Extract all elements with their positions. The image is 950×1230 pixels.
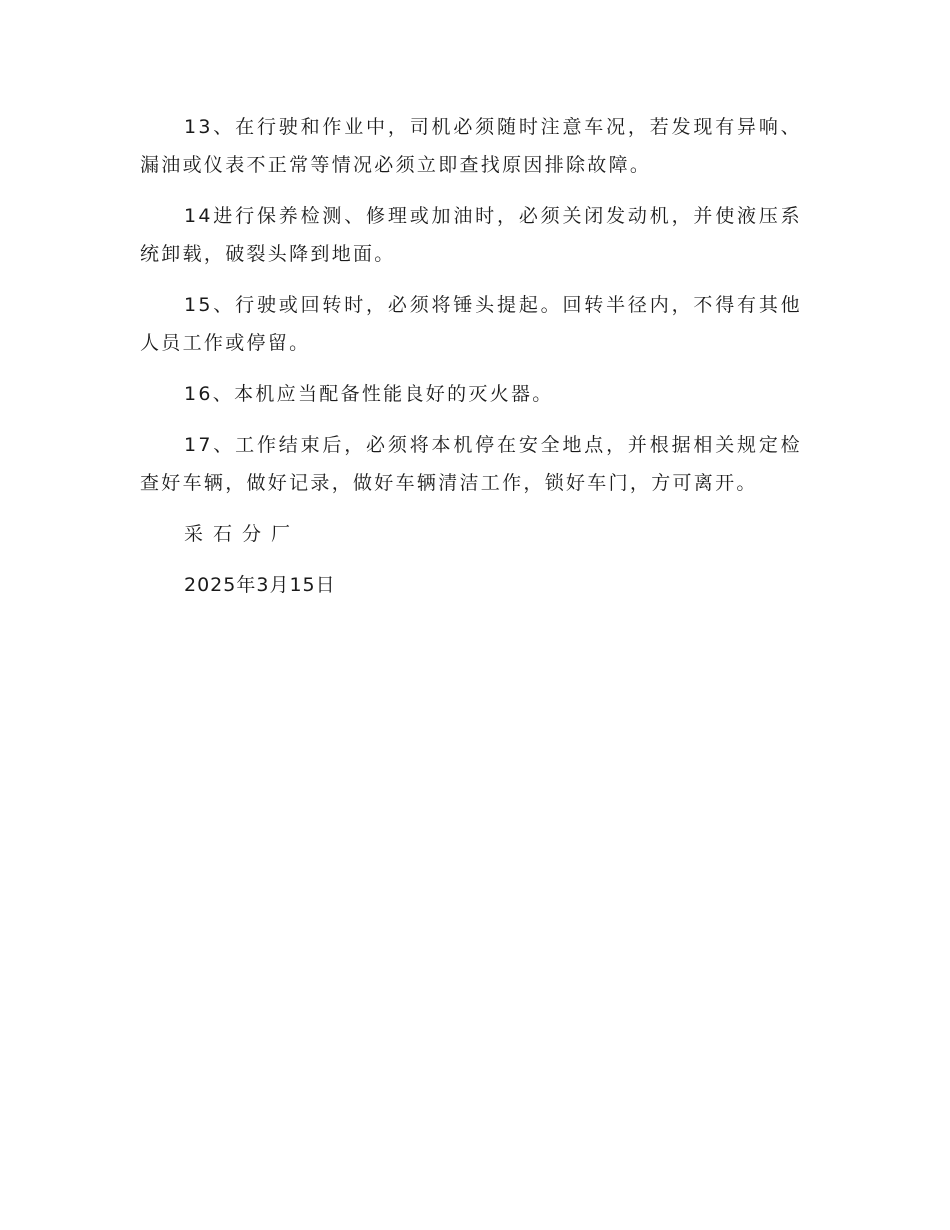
paragraph-item-17: 17、工作结束后，必须将本机停在安全地点，并根据相关规定检查好车辆，做好记录，做好车辆清洁工作，锁好车门，方可离开。 [140,434,802,494]
paragraph-item-14: 14进行保养检测、修理或加油时，必须关闭发动机，并使液压系统卸载，破裂头降到地面。 [140,205,802,265]
paragraph-item-13: 13、在行驶和作业中，司机必须随时注意车况，若发现有异响、漏油或仪表不正常等情况必须立即查找原因排除故障。 [140,116,802,176]
paragraph-item-15: 15、行驶或回转时，必须将锤头提起。回转半径内，不得有其他人员工作或停留。 [140,294,802,354]
signature-department: 采石分厂 [184,523,301,545]
document-date: 2025年3月15日 [184,574,336,596]
document-body [140,108,802,604]
paragraph-item-16: 16、本机应当配备性能良好的灭火器。 [184,383,554,405]
